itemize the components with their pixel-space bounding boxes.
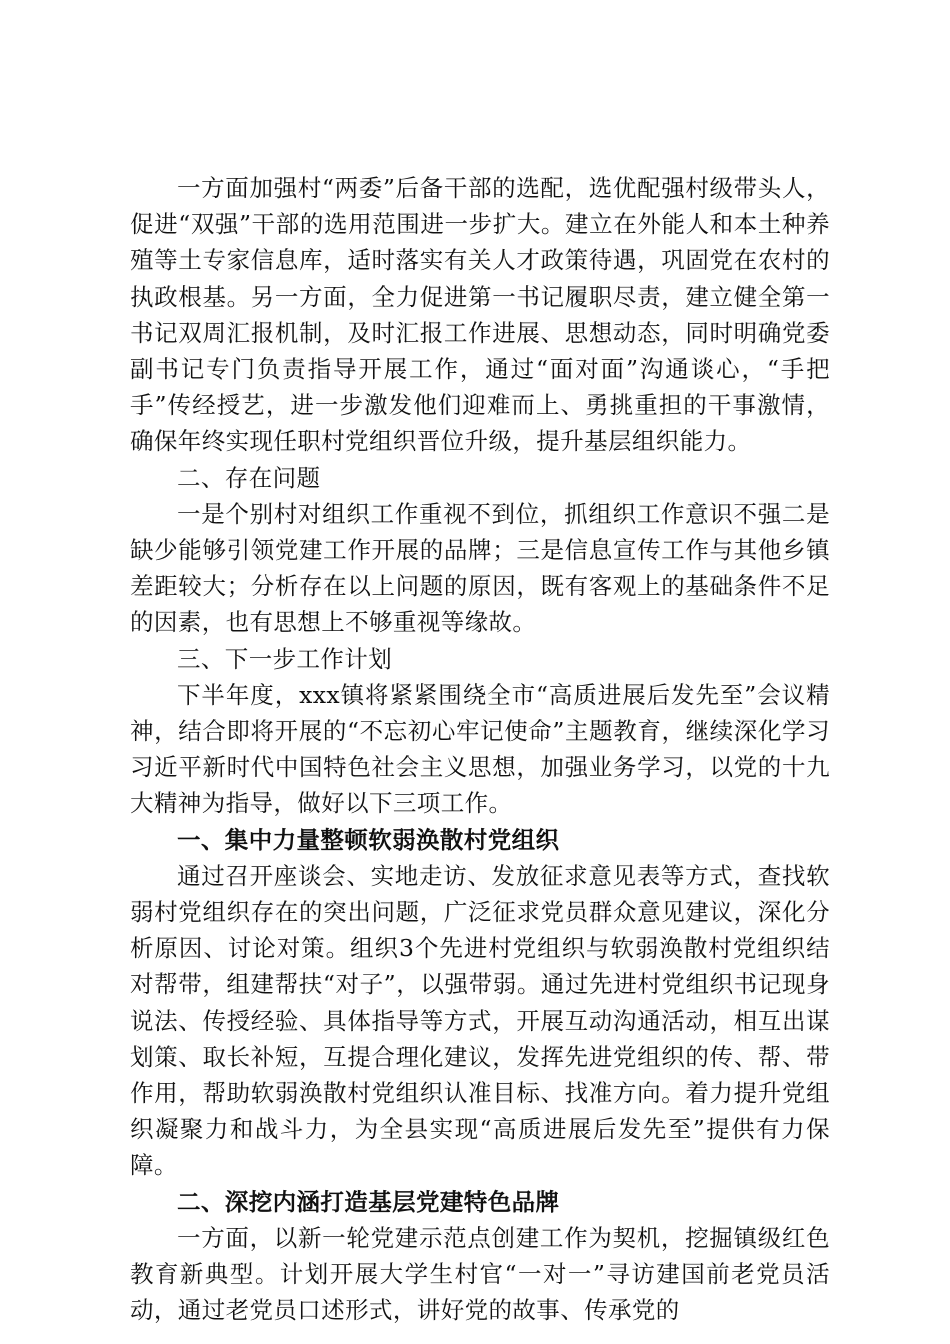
paragraph-problems: 一是个别村对组织工作重视不到位，抓组织工作意识不强二是缺少能够引领党建工作开展的品牌；三是信息宣传工作与其他乡镇差距较大；分析存在以上问题的原因，既有客观上的基础条件不足的因素，也有思想上不够重视等缘故。 [130,499,830,637]
heading-rectify-weak-organizations: 一、集中力量整顿软弱涣散村党组织 [177,825,560,854]
heading-next-plan: 三、下一步工作计划 [177,644,393,673]
paragraph-rectify-weak-organizations: 通过召开座谈会、实地走访、发放征求意见表等方式，查找软弱村党组织存在的突出问题，广泛征求党员群众意见建议，深化分析原因、讨论对策。组织3个先进村党组织与软弱涣散村党组织结对帮带，组建帮扶“对子”，以强带弱。通过先进村党组织书记现身说法、传授经验、具体指导等方式，开展互动沟通活动，相互出谋划策、取长补短，互提合理化建议，发挥先进党组织的传、帮、带作用，帮助软弱涣散村党组织认准目标、找准方向。着力提升党组织凝聚力和战斗力，为全县实现“高质进展后发先至”提供有力保障。 [130,861,830,1180]
document-page [130,170,830,1329]
heading-party-brand: 二、深挖内涵打造基层党建特色品牌 [177,1187,560,1216]
paragraph-next-plan: 下半年度，xxx镇将紧紧围绕全市“高质进展后发先至”会议精神，结合即将开展的“不忘初心牢记使命”主题教育，继续深化学习习近平新时代中国特色社会主义思想，加强业务学习，以党的十九大精神为指导，做好以下三项工作。 [130,680,830,818]
paragraph-reserve-cadres: 一方面加强村“两委”后备干部的选配，选优配强村级带头人，促进“双强”干部的选用范围进一步扩大。建立在外能人和本土种养殖等土专家信息库，适时落实有关人才政策待遇，巩固党在农村的执政根基。另一方面，全力促进第一书记履职尽责，建立健全第一书记双周汇报机制，及时汇报工作进展、思想动态，同时明确党委副书记专门负责指导开展工作，通过“面对面”沟通谈心，“手把手”传经授艺，进一步激发他们迎难而上、勇挑重担的干事激情，确保年终实现任职村党组织晋位升级，提升基层组织能力。 [130,174,830,456]
heading-existing-problems: 二、存在问题 [177,463,321,492]
paragraph-party-brand: 一方面，以新一轮党建示范点创建工作为契机，挖掘镇级红色教育新典型。计划开展大学生村官“一对一”寻访建国前老党员活动，通过老党员口述形式，讲好党的故事、传承党的 [130,1223,830,1325]
